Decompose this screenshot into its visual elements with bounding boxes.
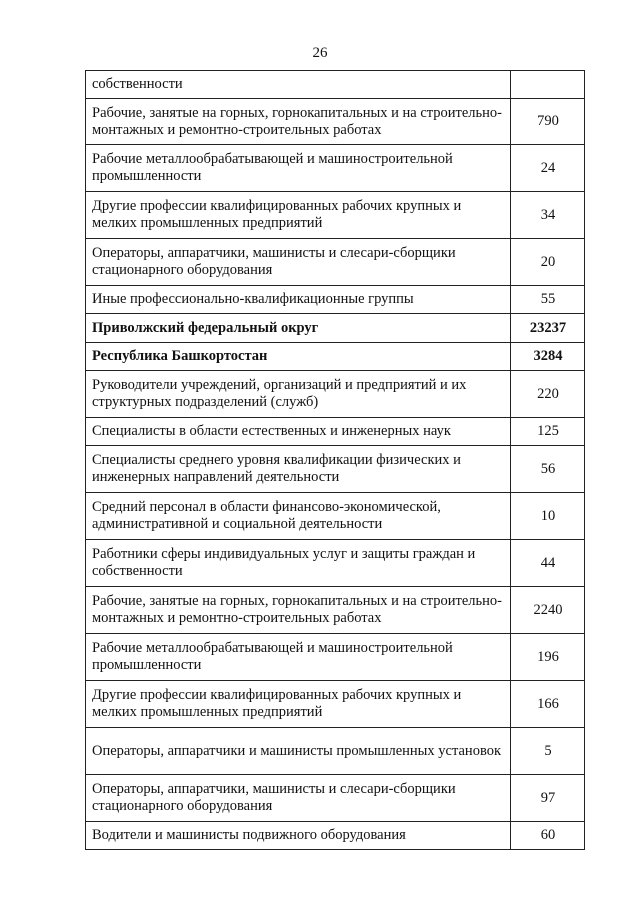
table-row: [86, 634, 585, 681]
row-value: 34: [511, 192, 585, 239]
row-label: Рабочие, занятые на горных, горнокапитальных и на строительно-монтажных и ремонтно-строительных работах: [86, 587, 511, 634]
row-value: 196: [511, 634, 585, 681]
data-table: [85, 70, 585, 850]
row-label: Руководители учреждений, организаций и предприятий и их структурных подразделений (служб): [86, 371, 511, 418]
row-value: 5: [511, 728, 585, 775]
row-label: Другие профессии квалифицированных рабочих крупных и мелких промышленных предприятий: [86, 192, 511, 239]
table-row: [86, 314, 585, 343]
row-value: 790: [511, 99, 585, 145]
table-row: [86, 587, 585, 634]
row-value: 10: [511, 493, 585, 540]
row-value: 60: [511, 822, 585, 850]
row-label: Рабочие металлообрабатывающей и машиностроительной промышленности: [86, 145, 511, 192]
row-label: Операторы, аппаратчики, машинисты и слесари-сборщики стационарного оборудования: [86, 775, 511, 822]
row-label: Рабочие, занятые на горных, горнокапитальных и на строительно-монтажных и ремонтно-строительных работах: [86, 99, 511, 145]
row-label: Водители и машинисты подвижного оборудования: [86, 822, 511, 850]
table-row: [86, 493, 585, 540]
page-number: 26: [312, 45, 328, 61]
table-row: [86, 239, 585, 286]
row-value: 3284: [511, 343, 585, 371]
row-label: Республика Башкортостан: [86, 343, 511, 371]
table-row: [86, 728, 585, 775]
table-row: [86, 192, 585, 239]
row-label: Рабочие металлообрабатывающей и машиностроительной промышленности: [86, 634, 511, 681]
table-row: [86, 822, 585, 850]
row-label: Иные профессионально-квалификационные группы: [86, 286, 511, 314]
table-row: [86, 286, 585, 314]
row-label: Операторы, аппаратчики, машинисты и слесари-сборщики стационарного оборудования: [86, 239, 511, 286]
table-row: [86, 540, 585, 587]
row-label: Средний персонал в области финансово-экономической, административной и социальной деятельности: [86, 493, 511, 540]
row-label: Операторы, аппаратчики и машинисты промышленных установок: [86, 728, 511, 775]
table-row: [86, 446, 585, 493]
row-value: [511, 71, 585, 99]
table-row: [86, 775, 585, 822]
row-value: 2240: [511, 587, 585, 634]
row-value: 125: [511, 418, 585, 446]
row-label: собственности: [86, 71, 511, 99]
table-body: [86, 71, 585, 850]
row-value: 56: [511, 446, 585, 493]
table-row: [86, 99, 585, 145]
table-row: [86, 343, 585, 371]
table-row: [86, 71, 585, 99]
row-label: Специалисты среднего уровня квалификации физических и инженерных направлений деятельности: [86, 446, 511, 493]
table-row: [86, 681, 585, 728]
table-row: [86, 371, 585, 418]
row-value: 23237: [511, 314, 585, 343]
row-label: Работники сферы индивидуальных услуг и защиты граждан и собственности: [86, 540, 511, 587]
row-value: 97: [511, 775, 585, 822]
row-value: 24: [511, 145, 585, 192]
table-row: [86, 418, 585, 446]
table-row: [86, 145, 585, 192]
row-value: 220: [511, 371, 585, 418]
row-value: 55: [511, 286, 585, 314]
row-label: Другие профессии квалифицированных рабочих крупных и мелких промышленных предприятий: [86, 681, 511, 728]
row-label: Приволжский федеральный округ: [86, 314, 511, 343]
row-value: 20: [511, 239, 585, 286]
row-label: Специалисты в области естественных и инженерных наук: [86, 418, 511, 446]
row-value: 44: [511, 540, 585, 587]
row-value: 166: [511, 681, 585, 728]
